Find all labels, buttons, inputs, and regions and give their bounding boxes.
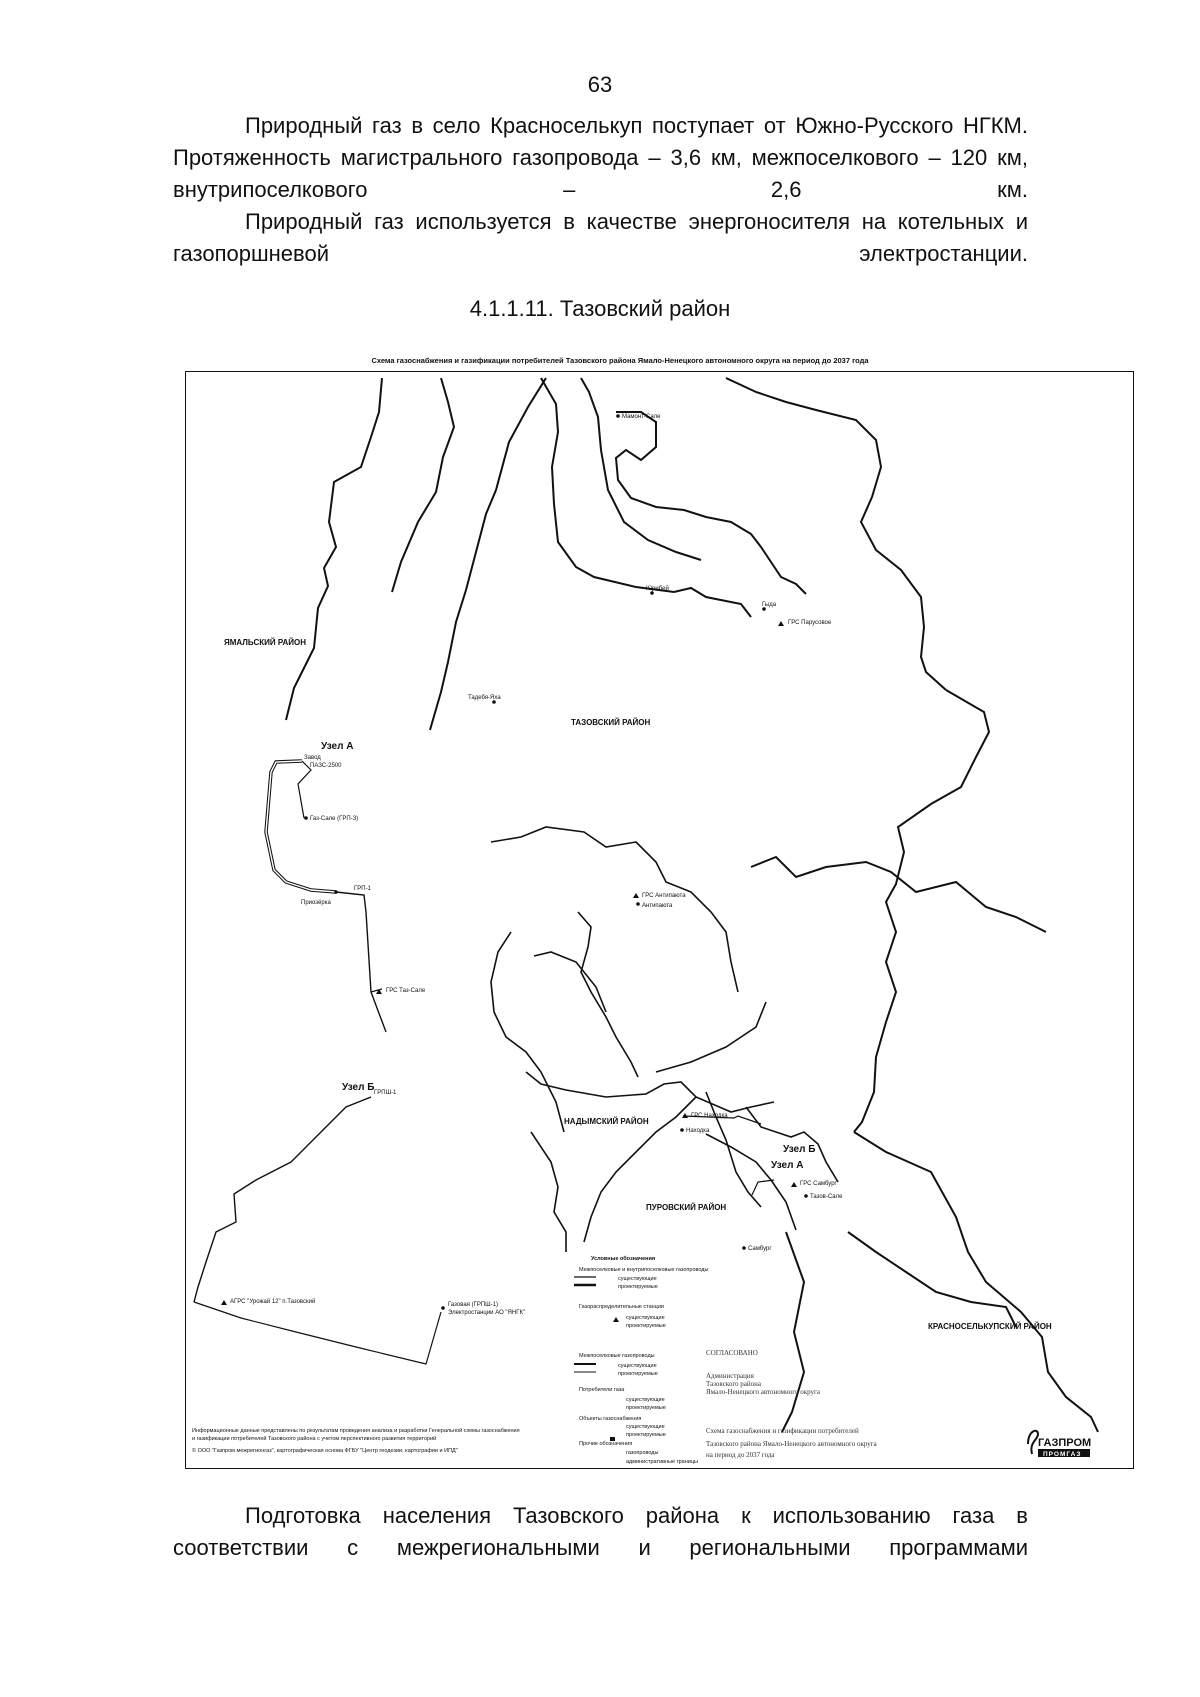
map-legend <box>574 1255 709 1465</box>
region-label-nadym: НАДЫМСКИЙ РАЙОН <box>564 1117 649 1126</box>
note-line-3: © ООО "Газпром межрегионгаз", картографическая основа ФГБУ "Центр геодезии, картографии и ИПД" <box>192 1448 458 1454</box>
legend-item-6: проектируемые <box>626 1323 666 1329</box>
region-label-tazov: ТАЗОВСКИЙ РАЙОН <box>571 718 651 727</box>
legend-item-12: проектируемые <box>626 1405 666 1411</box>
legend-item-15: проектируемые <box>626 1432 666 1438</box>
approval-line-1: Администрация <box>706 1372 754 1380</box>
legend-item-1: Межпоселковые и внутрипоселковые газопроводы <box>579 1267 709 1273</box>
place-grs-taz-sale: ГРС Таз-Сале <box>386 988 426 994</box>
place-nakhodka: Находка <box>686 1128 710 1134</box>
legend-item-11: существующие <box>626 1397 665 1403</box>
place-samburg: Самбург <box>748 1246 772 1252</box>
flame-icon <box>1028 1431 1038 1454</box>
approval-line-3: Ямало-Ненецкого автономного округа <box>706 1388 821 1396</box>
gas-supply-map <box>185 371 1134 1469</box>
map-canvas <box>186 372 1133 1468</box>
place-agrs: АГРС "Урожай 12" п.Тазовский <box>230 1299 316 1305</box>
place-antipayuta: Антипаюта <box>642 903 673 909</box>
stamp-line-2: Тазовского района Ямало-Ненецкого автономного округа <box>706 1440 877 1448</box>
node-label-b-right: Узел Б <box>783 1144 816 1155</box>
place-gas-sale: Газ-Сале (ГРП-3) <box>310 816 359 822</box>
region-label-krasnoselkup: КРАСНОСЕЛЬКУПСКИЙ РАЙОН <box>928 1322 1052 1331</box>
node-label-a-right: Узел А <box>771 1160 804 1171</box>
legend-item-16: Прочие обозначения <box>579 1441 633 1447</box>
stamp-line-1: Схема газоснабжения и газификации потребителей <box>706 1427 859 1435</box>
note-line-1: Информационные данные представлены по результатам проведения анализа и разработки Генеральной схемы газоснабжения <box>192 1428 520 1434</box>
legend-item-3: проектируемые <box>618 1284 658 1290</box>
legend-item-17: газопроводы <box>626 1450 659 1456</box>
legend-item-13: Объекты газоснабжения <box>579 1416 642 1422</box>
approval-heading: СОГЛАСОВАНО <box>706 1349 758 1357</box>
legend-item-7: Межпоселковые газопроводы <box>579 1353 655 1359</box>
place-grs-parusovoe: ГРС Парусовое <box>788 620 832 626</box>
legend-item-10: Потребители газа <box>579 1387 625 1393</box>
node-label-a-left: Узел А <box>321 741 354 752</box>
logo-sub: ПРОМГАЗ <box>1043 1451 1082 1458</box>
region-label-yamal: ЯМАЛЬСКИЙ РАЙОН <box>224 638 306 647</box>
node-label-b-left: Узел Б <box>342 1082 375 1093</box>
map-notes <box>192 1427 520 1454</box>
place-grpsh: ГРПШ-1 <box>374 1090 397 1096</box>
place-gyda: Гыда <box>762 602 777 608</box>
place-tadebya: Тадебя-Яха <box>468 695 501 701</box>
approval-line-2: Тазовского района <box>706 1380 762 1388</box>
stamp-line-3: на период до 2037 года <box>706 1451 775 1459</box>
paragraph-gas-supply: Природный газ в село Красноселькуп поступает от Южно-Русского НГКМ. Протяженность магистрального газопровода – 3,6 км, межпоселкового – 120 км, внутрипоселкового – 2,6 км. <box>173 113 1028 202</box>
legend-item-4: Газораспределительные станции <box>579 1304 664 1310</box>
place-plant-sub: ПАЗС-2500 <box>310 763 342 769</box>
logo-brand: ГАЗПРОМ <box>1038 1437 1092 1449</box>
section-heading: 4.1.1.11. Тазовский район <box>469 296 731 321</box>
place-grp1: ГРП-1 <box>354 886 371 892</box>
map-coastlines <box>286 378 1098 1432</box>
place-mamont-sale: Мамонт-Сале <box>622 414 661 420</box>
legend-item-2: существующие <box>618 1276 657 1282</box>
place-grs-nakhodka: ГРС Находка <box>691 1113 728 1119</box>
place-zavod: Завод <box>304 755 321 761</box>
legend-title: Условные обозначения <box>591 1256 656 1262</box>
legend-item-18: административные границы <box>626 1459 698 1465</box>
page-number: 63 <box>587 72 613 97</box>
place-priozyorka: Приозёрка <box>301 900 331 906</box>
note-line-2: и газификации потребителей Тазовского района с учетом перспективного развития территорий <box>192 1436 437 1442</box>
place-grs-antipayuta: ГРС Антипаюта <box>642 893 686 899</box>
legend-item-5: существующие <box>626 1315 665 1321</box>
legend-item-14: существующие <box>626 1424 665 1430</box>
place-grs-samburg: ГРС Самбург <box>800 1181 837 1187</box>
place-gaz-station-sub: Электростанции АО "ЯНГК" <box>448 1310 526 1316</box>
legend-item-8: существующие <box>618 1363 657 1369</box>
paragraph-gas-usage: Природный газ используется в качестве энергоносителя на котельных и газопоршневой электростанции. <box>173 209 1028 266</box>
stamp-block <box>706 1427 878 1459</box>
paragraph-preparation: Подготовка населения Тазовского района к использованию газа в соответствии с межрегиональными и региональными программами <box>173 1503 1028 1560</box>
place-gaz-station: Газовая (ГРПШ-1) <box>448 1302 498 1308</box>
gazprom-logo <box>1028 1431 1091 1458</box>
map-rivers <box>491 827 838 1252</box>
map-title: Схема газоснабжения и газификации потребителей Тазовского района Ямало-Ненецкого автономного округа на период до 2037 года <box>371 356 869 365</box>
map-settlements <box>221 414 843 1316</box>
place-tazov-sale: Тазов-Сале <box>810 1194 843 1200</box>
region-label-purov: ПУРОВСКИЙ РАЙОН <box>646 1203 727 1212</box>
legend-item-9: проектируемые <box>618 1371 658 1377</box>
place-yuribey: Юрибей <box>646 586 669 592</box>
